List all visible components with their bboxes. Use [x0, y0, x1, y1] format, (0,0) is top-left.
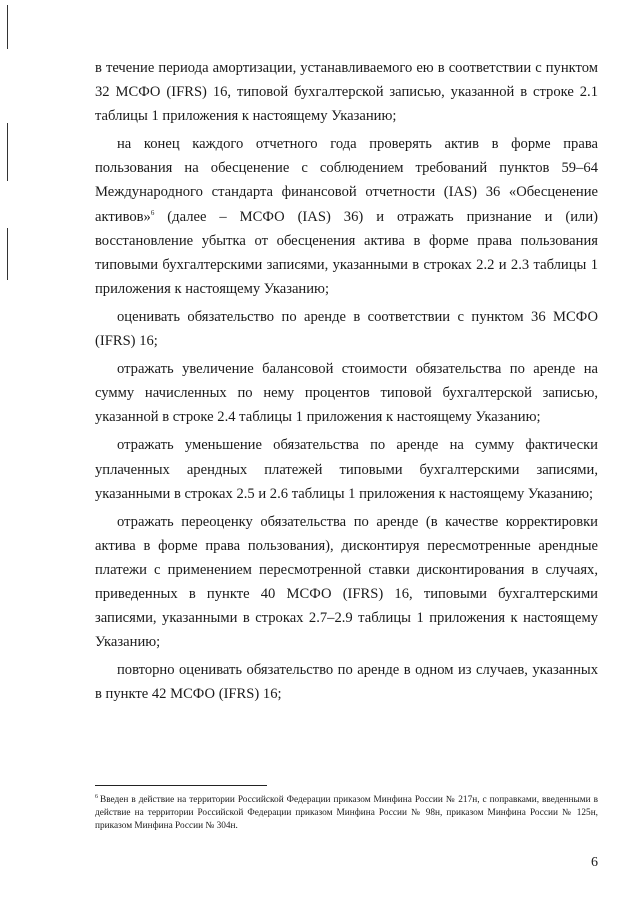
- page-number: 6: [591, 855, 598, 870]
- paragraph: отражать увеличение балансовой стоимости обязательства по аренде на сумму начисленных по нему процентов типовой бухгалтерской записью, указанной в строке 2.4 таблицы 1 приложения к настоящему Указанию;: [95, 361, 598, 426]
- paragraph: [95, 132, 598, 301]
- footnote-divider: [95, 785, 267, 786]
- footnote-marker: 6: [95, 794, 98, 800]
- paragraph-text: на конец каждого отчетного года проверять актив в форме права пользования на обесценение с соблюдением требований пунктов 59–64 Международного стандарта финансовой отчетности (IAS) 36 «Обесценение активов»: [95, 136, 598, 225]
- paragraph: отражать уменьшение обязательства по аренде на сумму фактически уплаченных арендных платежей типовыми бухгалтерскими записями, указанными в строках 2.5 и 2.6 таблицы 1 приложения к настоящему Указанию;: [95, 437, 598, 502]
- footnote-reference[interactable]: 6: [150, 208, 155, 217]
- scan-edge-mark: [7, 123, 8, 181]
- paragraph: оценивать обязательство по аренде в соответствии с пунктом 36 МСФО (IFRS) 16;: [95, 308, 598, 350]
- body-text: [95, 56, 598, 706]
- scan-edge-mark: [7, 5, 8, 49]
- footnote-text: Введен в действие на территории Российской Федерации приказом Минфина России № 217н, с поправками, введенными в действие на территории Российской Федерации приказом Минфина России № 98н, приказом Минфина России № 125н, приказом Минфина России № 304н.: [95, 795, 598, 832]
- paragraph: повторно оценивать обязательство по аренде в одном из случаев, указанных в пункте 42 МСФО (IFRS) 16;: [95, 662, 598, 703]
- footnote: [95, 794, 598, 834]
- scan-edge-mark: [7, 228, 8, 280]
- paragraph: отражать переоценку обязательства по аренде (в качестве корректировки актива в форме права пользования), дисконтируя пересмотренные арендные платежи с применением пересмотренной ставки дисконтирования в случаях, приведенных в пункте 40 МСФО (IFRS) 16, типовыми бухгалтерскими записями, указанными в строках 2.7–2.9 таблицы 1 приложения к настоящему Указанию;: [95, 513, 598, 651]
- paragraph: в течение периода амортизации, устанавливаемого ею в соответствии с пунктом 32 МСФО (IFRS) 16, типовой бухгалтерской записью, указанной в строке 2.1 таблицы 1 приложения к настоящему Указанию;: [95, 60, 598, 125]
- paragraph-text: (далее – МСФО (IAS) 36) и отражать признание и (или) восстановление убытка от обесценения актива в форме права пользования типовыми бухгалтерскими записями, указанными в строках 2.2 и 2.3 таблицы 1 приложения к настоящему Указанию;: [95, 208, 598, 297]
